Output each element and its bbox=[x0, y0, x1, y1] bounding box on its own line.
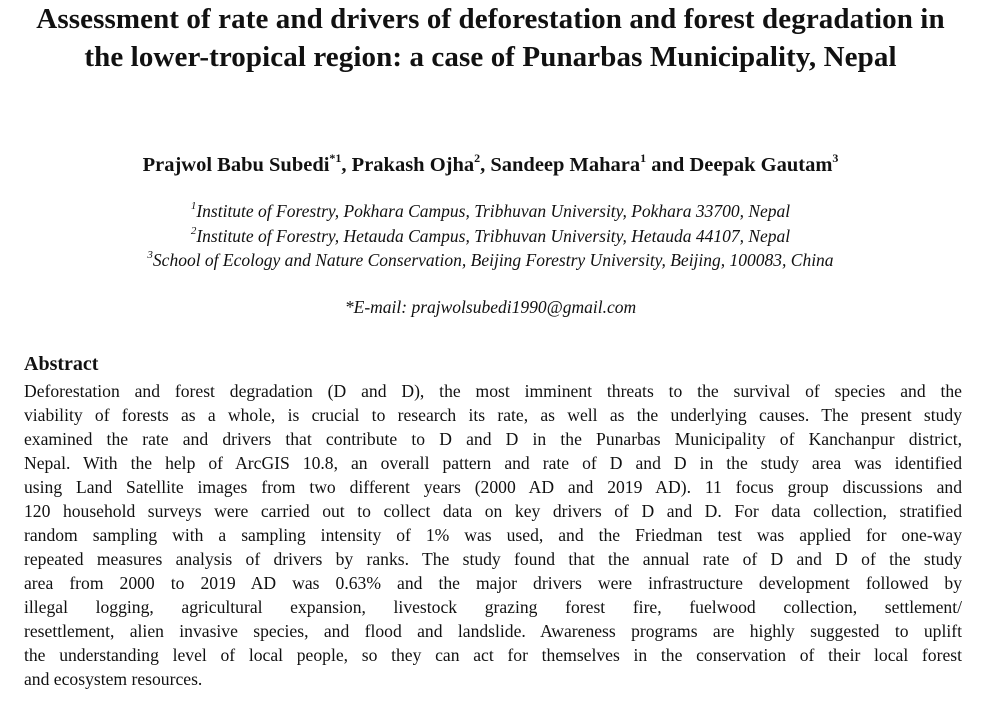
affiliation-item bbox=[0, 224, 981, 249]
author-name: Sandeep Mahara bbox=[490, 154, 641, 176]
abstract-line: the understanding level of local people, so they can act for themselves in the conservation of their local forest bbox=[24, 645, 962, 665]
abstract-line: Nepal. With the help of ArcGIS 10.8, an overall pattern and rate of D and D in the study area was identified bbox=[24, 453, 962, 473]
affiliation-superscript: 3 bbox=[147, 249, 153, 262]
author-name: Prajwol Babu Subedi bbox=[142, 154, 330, 176]
author-separator: , bbox=[341, 154, 352, 176]
abstract-line: illegal logging, agricultural expansion, livestock grazing forest fire, fuelwood collection, settlement/ bbox=[24, 597, 962, 617]
author-superscript: 3 bbox=[832, 151, 839, 166]
affiliation-list bbox=[0, 199, 981, 273]
author-superscript: 2 bbox=[474, 151, 481, 166]
author-separator: , bbox=[480, 154, 491, 176]
author-name: Prakash Ojha bbox=[351, 154, 475, 176]
affiliation-text: Institute of Forestry, Hetauda Campus, Tribhuvan University, Hetauda 44107, Nepal bbox=[196, 225, 791, 246]
affiliation-text: Institute of Forestry, Pokhara Campus, Tribhuvan University, Pokhara 33700, Nepal bbox=[196, 201, 791, 221]
abstract-line: using Land Satellite images from two different years (2000 AD and 2019 AD). 11 focus group discussions and bbox=[24, 477, 962, 497]
abstract-line: examined the rate and drivers that contribute to D and D in the Punarbas Municipality of Kanchanpur district, bbox=[24, 429, 962, 449]
abstract-line: viability of forests as a whole, is crucial to research its rate, as well as the underlying causes. The present study bbox=[24, 405, 962, 425]
affiliation-item bbox=[0, 248, 981, 273]
affiliation-superscript: 2 bbox=[190, 224, 197, 237]
affiliation-superscript: 1 bbox=[190, 200, 197, 213]
author-superscript: 1 bbox=[640, 151, 647, 166]
abstract-body bbox=[24, 379, 962, 691]
abstract-line: area from 2000 to 2019 AD was 0.63% and the major drivers were infrastructure development followed by bbox=[24, 573, 962, 593]
author-list bbox=[0, 150, 981, 180]
abstract-line: resettlement, alien invasive species, and flood and landslide. Awareness programs are highly suggested to uplift bbox=[24, 621, 962, 641]
abstract-line: repeated measures analysis of drivers by ranks. The study found that the annual rate of D and D of the study bbox=[24, 549, 962, 569]
author-separator: and bbox=[646, 154, 690, 176]
author-name: Deepak Gautam bbox=[689, 154, 833, 176]
affiliation-text: School of Ecology and Nature Conservation, Beijing Forestry University, Beijing, 100083, China bbox=[152, 250, 834, 270]
corresponding-email: *E-mail: prajwolsubedi1990@gmail.com bbox=[344, 297, 637, 317]
abstract-line: random sampling with a sampling intensity of 1% was used, and the Friedman test was applied for one-way bbox=[24, 525, 962, 545]
affiliation-item bbox=[0, 199, 981, 224]
abstract-line: 120 household surveys were carried out to collect data on key drivers of D and D. For data collection, stratified bbox=[24, 501, 962, 521]
abstract-line: Deforestation and forest degradation (D and D), the most imminent threats to the survival of species and the bbox=[24, 381, 962, 401]
abstract-heading: Abstract bbox=[24, 353, 99, 375]
paper-title: Assessment of rate and drivers of deforestation and forest degradation in the lower-tropical region: a case of Punarbas Municipality, Nepal bbox=[36, 3, 945, 73]
author-superscript: *1 bbox=[329, 151, 342, 166]
abstract-line: and ecosystem resources. bbox=[24, 669, 203, 689]
